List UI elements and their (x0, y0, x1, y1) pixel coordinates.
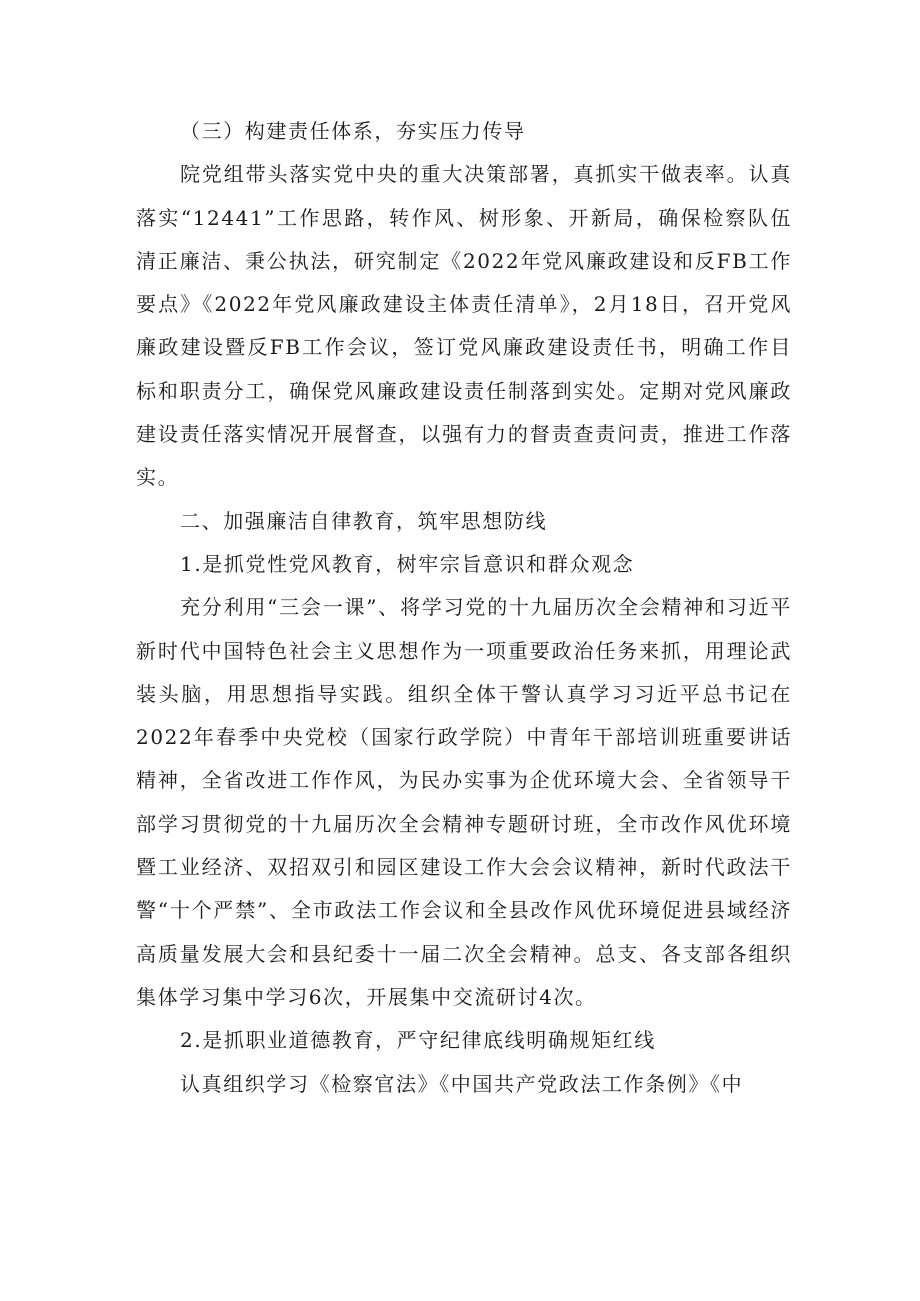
subheading-professional-ethics: 2.是抓职业道德教育，严守纪律底线明确规矩红线 (180, 1028, 656, 1053)
document-body (136, 110, 792, 1106)
paragraph-law-study: 认真组织学习《检察官法》《中国共产党政法工作条例》《中 (180, 1071, 744, 1096)
section-heading-integrity-education: 二、加强廉洁自律教育，筑牢思想防线 (180, 508, 548, 533)
section-heading-responsibility-system: （三）构建责任体系，夯实压力传导 (180, 119, 526, 143)
paragraph-party-leadership: 院党组带头落实党中央的重大决策部署，真抓实干做表率。认真落实“12441”工作思路，转作风、树形象、开新局，确保检察队伍清正廉洁、秉公执法，研究制定《2022年党风廉政建设和反FB工作要点》《2022年党风廉政建设主体责任清单》，2月18日，召开党风廉政建设暨反FB工作会议，签订党风廉政建设责任书，明确工作目标和职责分工，确保党风廉政建设责任制落到实处。定期对党风廉政建设责任落实情况开展督查，以强有力的督责查责问责，推进工作落实。 (136, 162, 792, 490)
paragraph-study-activities: 充分利用“三会一课”、将学习党的十九届历次全会精神和习近平新时代中国特色社会主义思想作为一项重要政治任务来抓，用理论武装头脑，用思想指导实践。组织全体干警认真学习习近平总书记在2022年春季中央党校（国家行政学院）中青年干部培训班重要讲话精神，全省改进工作作风，为民办实事为企优环境大会、全省领导干部学习贯彻党的十九届历次全会精神专题研讨班，全市改作风优环境暨工业经济、双招双引和园区建设工作大会会议精神，新时代政法干警“十个严禁”、全市政法工作会议和全县改作风优环境促进县域经济高质量发展大会和县纪委十一届二次全会精神。总支、各支部各组织集体学习集中学习6次，开展集中交流研讨4次。 (136, 595, 792, 1009)
subheading-party-spirit-education: 1.是抓党性党风教育，树牢宗旨意识和群众观念 (180, 551, 635, 576)
